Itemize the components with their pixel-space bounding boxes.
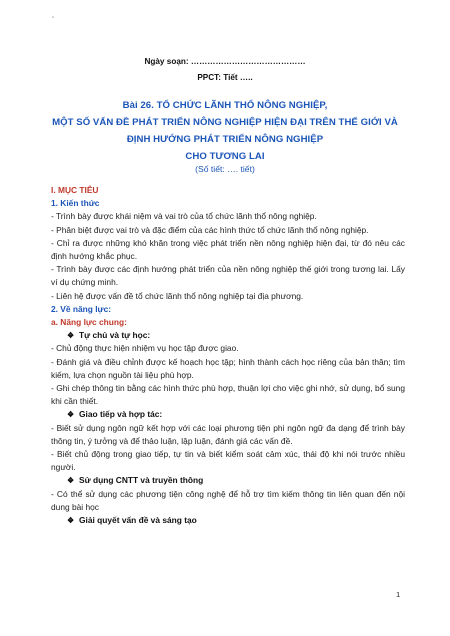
competency-bullet: ❖ Sử dụng CNTT và truyền thông bbox=[51, 474, 405, 487]
header-mark: " bbox=[52, 17, 55, 23]
objective-item: - Chủ động thực hiện nhiệm vụ học tập được giao. bbox=[51, 343, 239, 354]
periods-note: (Số tiết: …. tiết) bbox=[195, 164, 255, 174]
objective-item: - Biết chủ động trong giao tiếp, tự tin và biết kiểm soát cảm xúc, thái độ khi nói trước nhiều người. bbox=[51, 449, 405, 473]
diamond-bullet-icon: ❖ bbox=[67, 476, 75, 486]
subsection-heading: 2. Về năng lực: bbox=[51, 303, 112, 314]
title-line: CHO TƯƠNG LAI bbox=[185, 151, 265, 162]
competency-bullet: ❖ Giao tiếp và hợp tác: bbox=[51, 408, 405, 421]
diamond-bullet-icon: ❖ bbox=[67, 331, 75, 341]
competency-bullet: ❖ Giải quyết vấn đề và sáng tạo bbox=[51, 514, 405, 527]
objective-item: - Phân biệt được vai trò và đặc điểm của các hình thức tổ chức lãnh thổ nông nghiệp. bbox=[51, 224, 369, 235]
subsection-heading: a. Năng lực chung: bbox=[51, 317, 127, 328]
lesson-title bbox=[0, 97, 450, 165]
section-heading: I. MỤC TIÊU bbox=[51, 185, 99, 195]
title-line: MỘT SỐ VẤN ĐỀ PHÁT TRIỂN NÔNG NGHIỆP HIỆN ĐẠI TRÊN THẾ GIỚI VÀ bbox=[52, 117, 398, 128]
subsection-heading: 1. Kiến thức bbox=[51, 198, 100, 209]
objective-item: - Biết sử dụng ngôn ngữ kết hợp với các loại phương tiện phi ngôn ngữ đa dạng để trình bày thông tin, ý tưởng và để thảo luận, lập luận, đánh giá các vấn đề. bbox=[51, 422, 405, 446]
competency-bullet: ❖ Tự chủ và tự học: bbox=[51, 329, 405, 342]
objective-item: - Chỉ ra được những khó khăn trong việc phát triển nền nông nghiệp hiện đại, từ đó nêu các định hướng khắc phục. bbox=[51, 237, 405, 262]
objective-item: - Có thể sử dụng các phương tiện công nghệ để hỗ trợ tìm kiếm thông tin liên quan đến nội dung bài học bbox=[51, 488, 405, 512]
objective-item: - Trình bày được các định hướng phát triển của nền nông nghiệp thế giới trong tương lai. Lấy ví dụ chứng minh. bbox=[51, 264, 405, 288]
page-number: 1 bbox=[396, 590, 401, 599]
objective-item: - Đánh giá và điều chỉnh được kế hoạch học tập; hình thành cách học riêng của bản thân; tìm kiếm, lựa chọn nguồn tài liệu phù hợp. bbox=[51, 356, 405, 380]
date-line: Ngày soạn: …………………………………… bbox=[144, 57, 306, 66]
period-line: PPCT: Tiết ….. bbox=[197, 73, 253, 82]
diamond-bullet-icon: ❖ bbox=[67, 410, 75, 420]
title-line: Bài 26. TỔ CHỨC LÃNH THỔ NÔNG NGHIỆP, bbox=[122, 100, 328, 111]
lesson-body bbox=[51, 184, 405, 527]
objective-item: - Ghi chép thông tin bằng các hình thức phù hợp, thuận lợi cho việc ghi nhớ, sử dụng, bổ sung khi cần thiết. bbox=[51, 383, 405, 407]
objective-item: - Trình bày được khái niệm và vai trò của tổ chức lãnh thổ nông nghiệp. bbox=[51, 211, 317, 222]
objective-item: - Liên hệ được vấn đề tổ chức lãnh thổ nông nghiệp tại địa phương. bbox=[51, 290, 304, 301]
diamond-bullet-icon: ❖ bbox=[67, 516, 75, 526]
title-line: ĐỊNH HƯỚNG PHÁT TRIỂN NÔNG NGHIỆP bbox=[126, 134, 324, 145]
